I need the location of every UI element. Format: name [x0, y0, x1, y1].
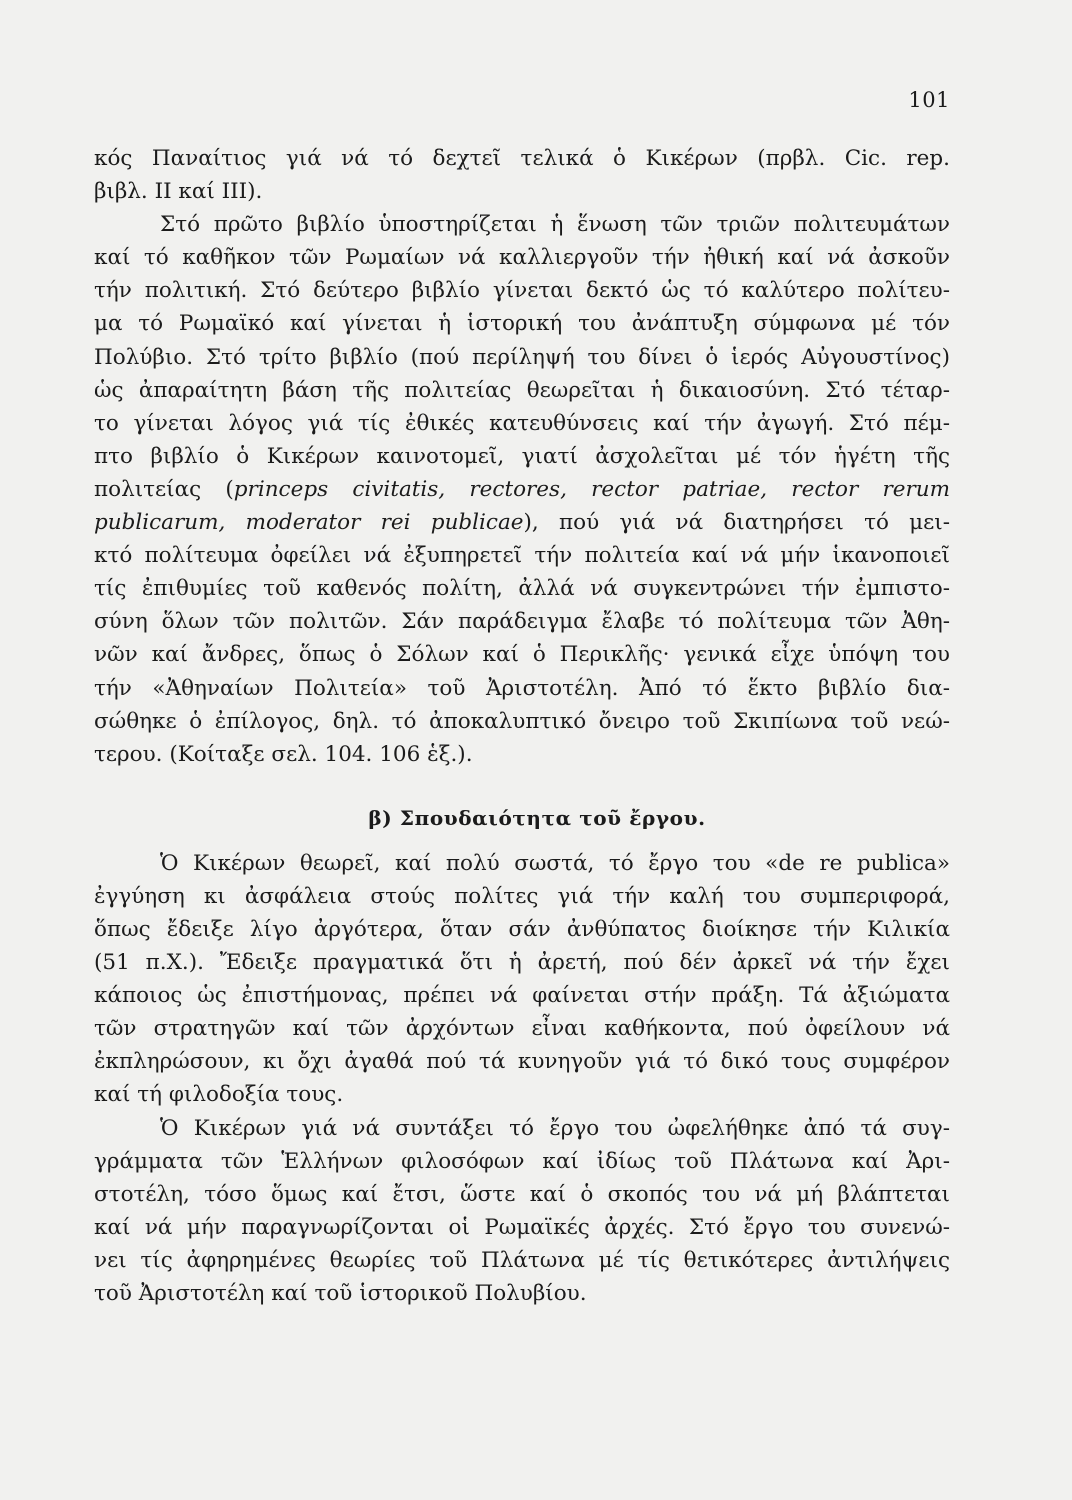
latin-term-span: publicarum, moderator rei publicae: [94, 510, 524, 536]
section-heading: β) Σπουδαιότητα τοῦ ἔργου.: [368, 805, 706, 830]
text-line: τοῦ Ἀριστοτέλη καί τοῦ ἱστορικοῦ Πολυβίου.: [94, 1281, 587, 1306]
text-line: (51 π.Χ.). Ἔδειξε πραγματικά ὅτι ἡ ἀρετή, πού δέν ἀρκεῖ νά τήν ἔχει: [94, 950, 950, 976]
text-span: ), πού γιά νά διατηρήσει τό μει-: [523, 510, 950, 536]
page-number: 101: [908, 88, 950, 112]
text-line: καί τό καθῆκον τῶν Ρωμαίων νά καλλιεργοῦν τήν ἠθική καί νά ἀσκοῦν: [94, 245, 950, 271]
text-line: Πολύβιο. Στό τρίτο βιβλίο (πού περίληψή του δίνει ὁ ἱερός Αὐγουστίνος): [94, 344, 950, 370]
text-line: γράμματα τῶν Ἑλλήνων φιλοσόφων καί ἰδίως τοῦ Πλάτωνα καί Ἀρι-: [94, 1148, 950, 1174]
text-line: τερου. (Κοίταξε σελ. 104. 106 ἑξ.).: [94, 741, 473, 767]
text-line: [94, 473, 950, 506]
text-line: το γίνεται λόγος γιά τίς ἐθικές κατευθύνσεις καί τήν ἀγωγή. Στό πέμ-: [94, 410, 950, 436]
text-span: πολιτείας (: [94, 476, 234, 502]
text-line: τῶν στρατηγῶν καί τῶν ἀρχόντων εἶναι καθήκοντα, πού ὀφείλουν νά: [94, 1016, 950, 1042]
page-body: [94, 142, 950, 1310]
text-line: κάποιος ὡς ἐπιστήμονας, πρέπει νά φαίνεται στήν πράξη. Τά ἀξιώματα: [94, 983, 950, 1009]
paragraph-block-importance: [94, 847, 950, 1310]
text-line: στοτέλη, τόσο ὅμως καί ἔτσι, ὥστε καί ὁ σκοπός του νά μή βλάπτεται: [94, 1181, 950, 1207]
text-line: κός Παναίτιος γιά νά τό δεχτεῖ τελικά ὁ Κικέρων (πρβλ. Cic. rep.: [94, 146, 950, 171]
latin-term-span: princeps civitatis, rectores, rector patriae, rector rerum: [233, 476, 950, 502]
paragraph-block-books-summary: [94, 142, 950, 771]
text-line: ἐγγύηση κι ἀσφάλεια στούς πολίτες γιά τήν καλή του συμπεριφορά,: [94, 883, 950, 909]
text-line: νει τίς ἀφηρημένες θεωρίες τοῦ Πλάτωνα μέ τίς θετικότερες ἀντιλήψεις: [94, 1247, 950, 1273]
text-line: μα τό Ρωμαϊκό καί γίνεται ἡ ἱστορική του ἀνάπτυξη σύμφωνα μέ τόν: [94, 311, 950, 337]
text-line: Στό πρῶτο βιβλίο ὑποστηρίζεται ἡ ἕνωση τῶν τριῶν πολιτευμάτων: [160, 212, 950, 238]
text-line: κτό πολίτευμα ὀφείλει νά ἐξυπηρετεῖ τήν πολιτεία καί νά μήν ἱκανοποιεῖ: [94, 543, 950, 569]
text-line: τήν «Ἀθηναίων Πολιτεία» τοῦ Ἀριστοτέλη. Ἀπό τό ἕκτο βιβλίο δια-: [94, 675, 950, 701]
text-line: σύνη ὅλων τῶν πολιτῶν. Σάν παράδειγμα ἔλαβε τό πολίτευμα τῶν Ἀθη-: [94, 609, 950, 635]
text-line: βιβλ. ΙΙ καί ΙΙΙ).: [94, 179, 263, 205]
text-line: πτο βιβλίο ὁ Κικέρων καινοτομεῖ, γιατί ἀσχολεῖται μέ τόν ἡγέτη τῆς: [94, 443, 950, 469]
text-line: νῶν καί ἄνδρες, ὅπως ὁ Σόλων καί ὁ Περικλῆς· γενικά εἶχε ὑπόψη του: [94, 642, 950, 668]
text-line: Ὁ Κικέρων γιά νά συντάξει τό ἔργο του ὠφελήθηκε ἀπό τά συγ-: [160, 1115, 950, 1141]
text-line: καί νά μήν παραγνωρίζονται οἱ Ρωμαϊκές ἀρχές. Στό ἔργο του συνενώ-: [94, 1214, 950, 1240]
text-line: τίς ἐπιθυμίες τοῦ καθενός πολίτη, ἀλλά νά συγκεντρώνει τήν ἐμπιστο-: [94, 576, 950, 602]
text-line: ὡς ἀπαραίτητη βάση τῆς πολιτείας θεωρεῖται ἡ δικαιοσύνη. Στό τέταρ-: [94, 377, 950, 403]
text-line: ἐκπληρώσουν, κι ὄχι ἀγαθά πού τά κυνηγοῦν γιά τό δικό τους συμφέρον: [94, 1049, 950, 1075]
text-line: καί τή φιλοδοξία τους.: [94, 1082, 344, 1108]
text-line: Ὁ Κικέρων θεωρεῖ, καί πολύ σωστά, τό ἔργο του «de re publica»: [160, 850, 950, 876]
text-line: σώθηκε ὁ ἐπίλογος, δηλ. τό ἀποκαλυπτικό ὄνειρο τοῦ Σκιπίωνα τοῦ νεώ-: [94, 708, 950, 734]
text-line: ὅπως ἔδειξε λίγο ἀργότερα, ὅταν σάν ἀνθύπατος διοίκησε τήν Κιλικία: [94, 916, 950, 942]
text-line: [94, 506, 950, 539]
text-line: τήν πολιτική. Στό δεύτερο βιβλίο γίνεται δεκτό ὡς τό καλύτερο πολίτευ-: [94, 278, 950, 304]
